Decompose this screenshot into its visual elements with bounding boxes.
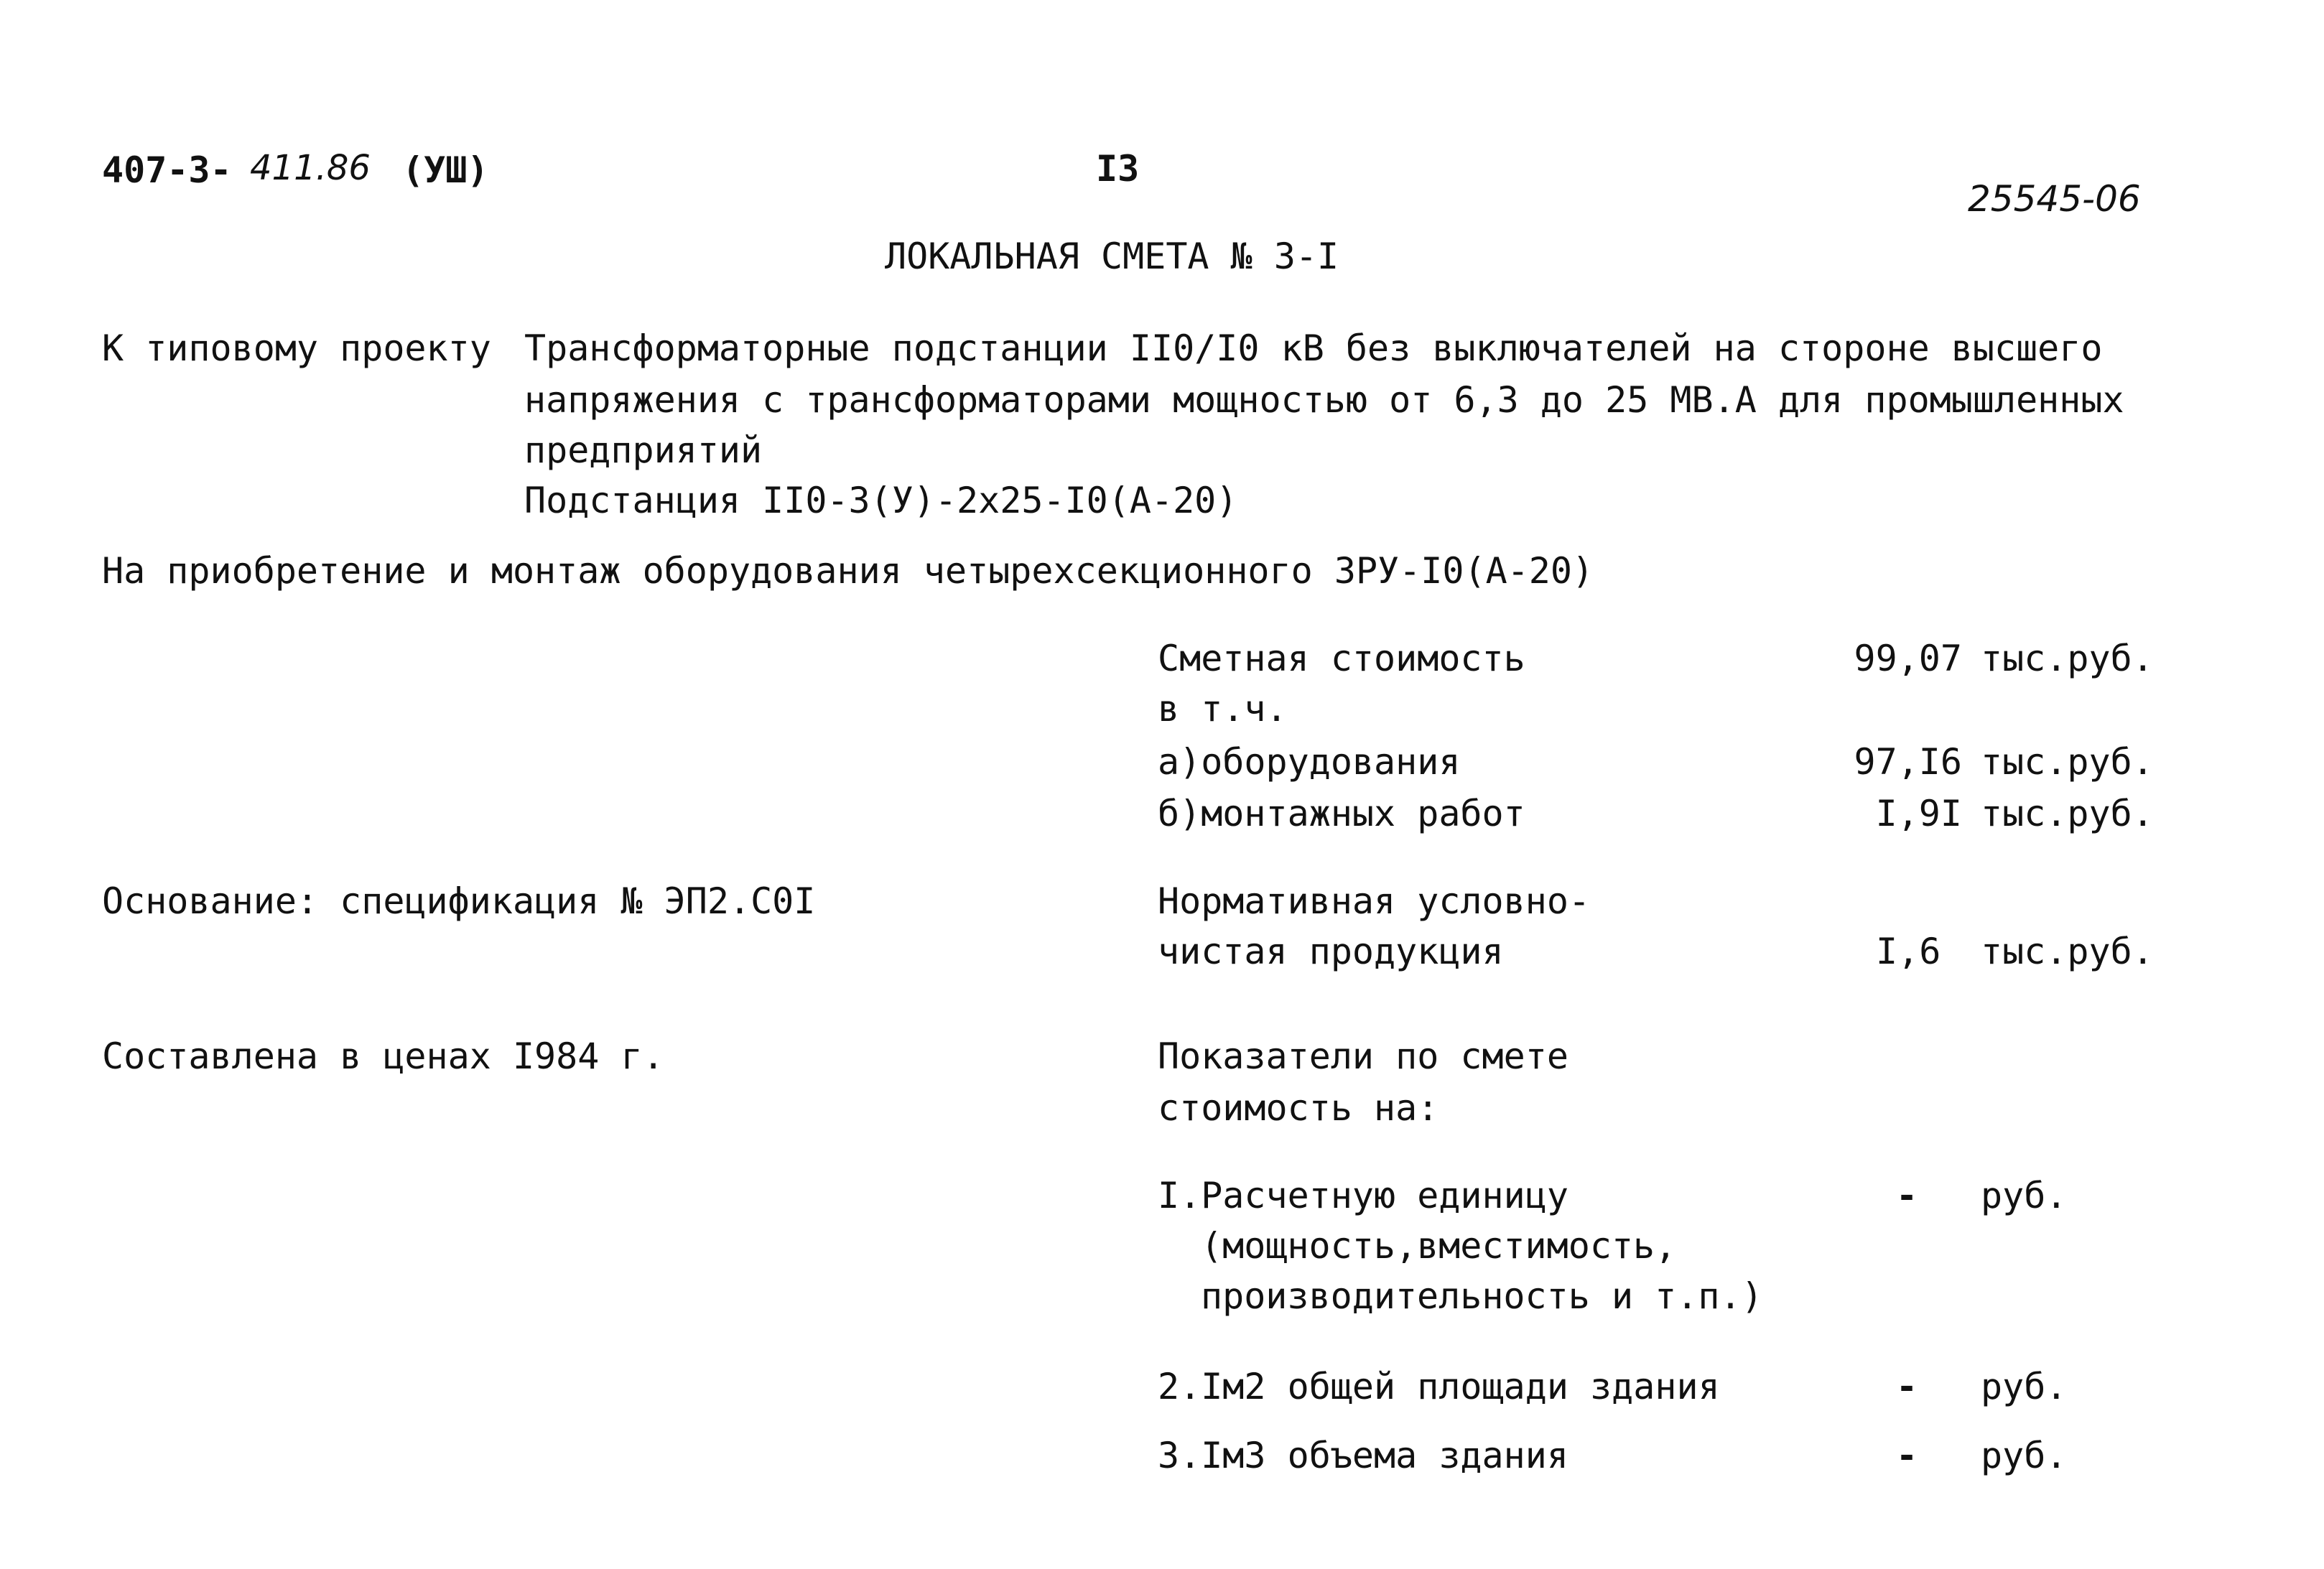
indicator-1-unit: руб. <box>1981 1175 2068 1216</box>
doc-code-handwritten: 411.86 <box>250 148 371 188</box>
indicator-1-line-3: производительность и т.п.) <box>1201 1275 1763 1317</box>
project-line-3: предприятий <box>524 429 763 471</box>
indicator-3-value: - <box>1896 1435 1918 1476</box>
indicators-line-2: стоимость на: <box>1158 1087 1439 1129</box>
project-label: К типовому проекту <box>102 327 491 369</box>
indicator-1-value: - <box>1896 1175 1918 1216</box>
normative-unit: тыс.руб. <box>1981 931 2154 972</box>
cost-label: Сметная стоимость <box>1158 638 1525 679</box>
indicator-1-line-2: (мощность,вместимость, <box>1201 1225 1677 1267</box>
cost-unit: тыс.руб. <box>1981 638 2154 679</box>
doc-volume: (УШ) <box>402 149 489 191</box>
archive-number: 25545-06 <box>1968 178 2141 220</box>
doc-code-printed: 407-3- <box>102 149 232 191</box>
indicator-2-value: - <box>1896 1366 1918 1407</box>
indicator-3-unit: руб. <box>1981 1435 2068 1476</box>
equipment-label: а)оборудования <box>1158 741 1461 783</box>
prices-line: Составлена в ценах I984 г. <box>102 1035 664 1077</box>
install-label: б)монтажных работ <box>1158 793 1525 834</box>
indicator-2: 2.Iм2 общей площади здания <box>1158 1366 1720 1407</box>
basis-line: Основание: спецификация № ЭП2.С0I <box>102 880 816 922</box>
project-line-4: Подстанция II0-3(У)-2х25-I0(А-20) <box>524 480 1238 521</box>
install-unit: тыс.руб. <box>1981 793 2154 834</box>
indicator-1-line-1: I.Расчетную единицу <box>1158 1175 1568 1216</box>
indicator-3: 3.Iм3 объема здания <box>1158 1435 1568 1476</box>
equipment-unit: тыс.руб. <box>1981 741 2154 783</box>
purpose-line: На приобретение и монтаж оборудования четырехсекционного ЗРУ-I0(А-20) <box>102 550 1594 592</box>
indicators-line-1: Показатели по смете <box>1158 1035 1568 1077</box>
normative-line-2: чистая продукция <box>1158 931 1504 972</box>
normative-line-1: Нормативная условно- <box>1158 880 1591 922</box>
project-line-2: напряжения с трансформаторами мощностью от 6,3 до 25 МВ.А для промышленных <box>524 379 2124 421</box>
project-line-1: Трансформаторные подстанции II0/I0 кВ без выключателей на стороне высшего <box>524 327 2103 369</box>
install-value: I,9I <box>1875 793 1962 834</box>
equipment-value: 97,I6 <box>1854 741 1962 783</box>
document-title: ЛОКАЛЬНАЯ СМЕТА № 3-I <box>885 236 1339 277</box>
cost-incl-label: в т.ч. <box>1158 688 1288 730</box>
normative-value: I,6 <box>1876 931 1941 972</box>
page-number: I3 <box>1096 148 1140 190</box>
indicator-2-unit: руб. <box>1981 1366 2068 1407</box>
cost-value: 99,07 <box>1854 638 1962 679</box>
